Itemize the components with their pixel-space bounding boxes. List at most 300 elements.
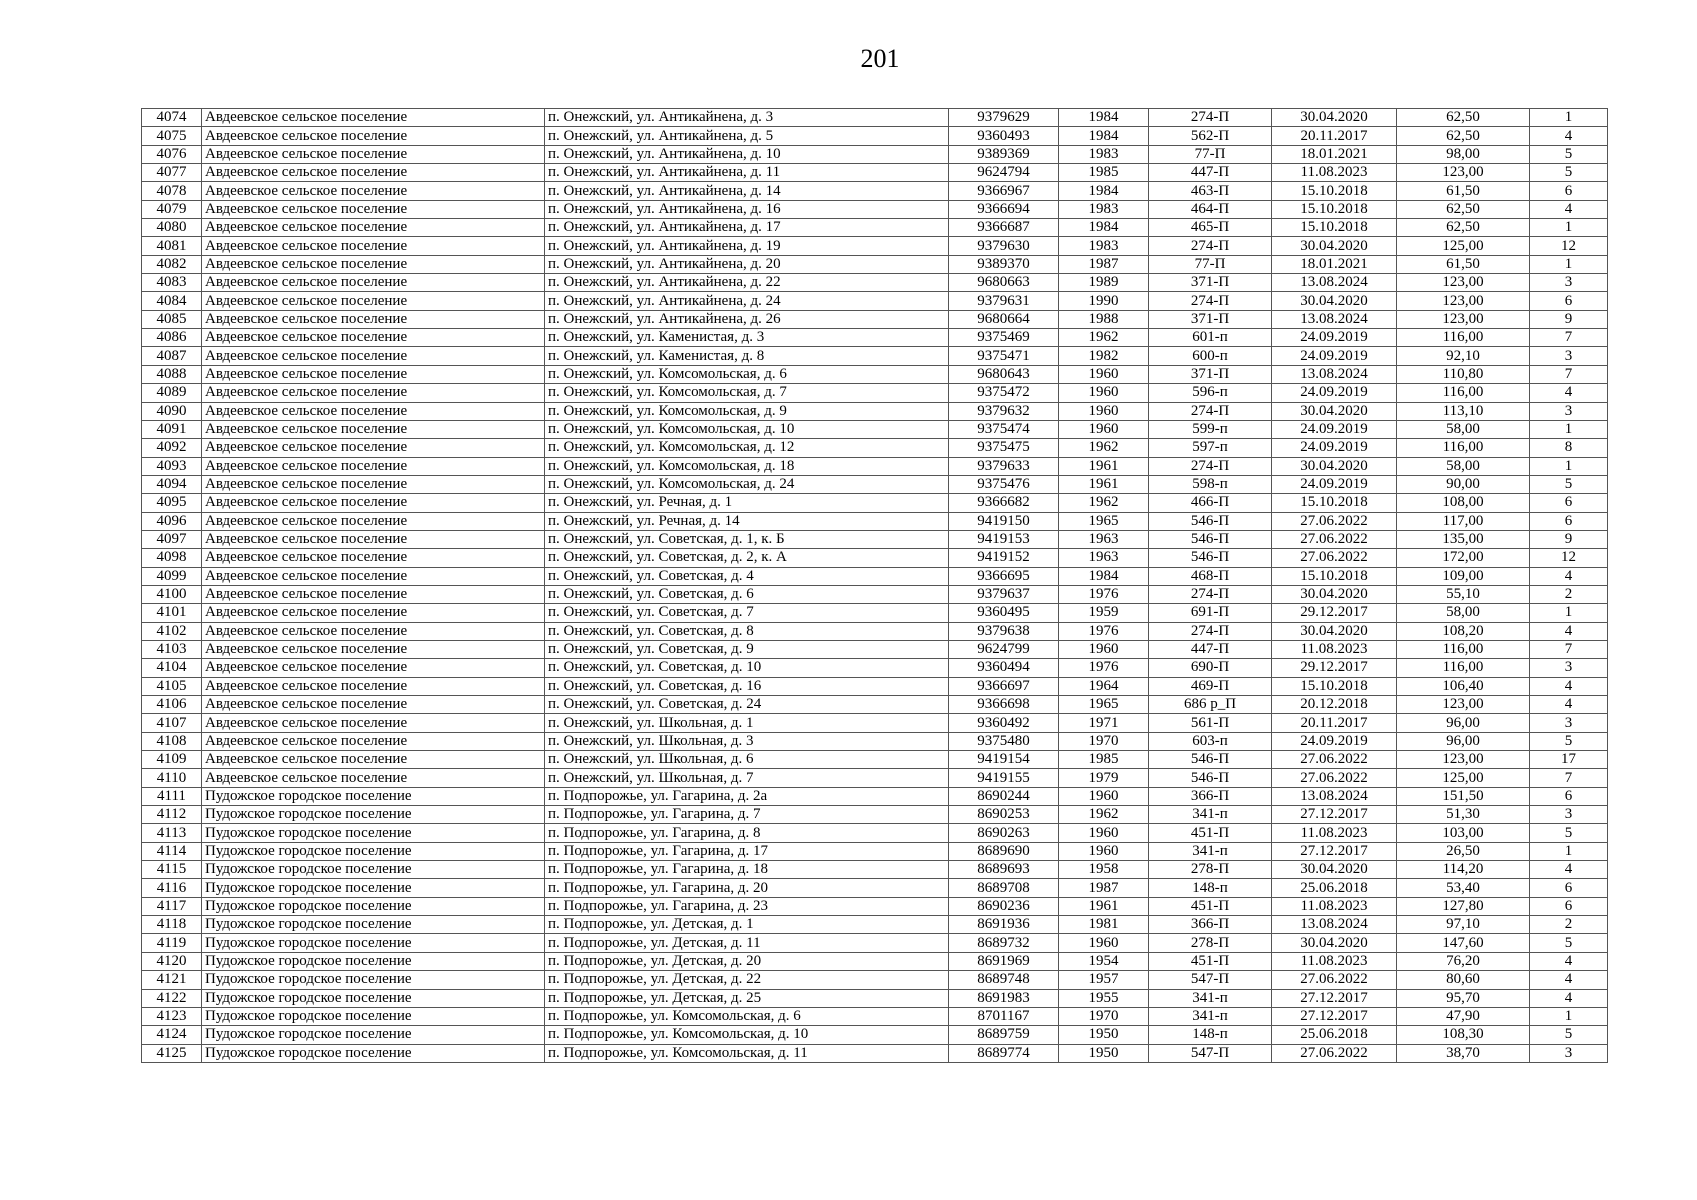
year-cell: 1988 <box>1059 310 1149 328</box>
address-cell: п. Онежский, ул. Комсомольская, д. 18 <box>545 457 949 475</box>
decree-date-cell: 24.09.2019 <box>1272 439 1397 457</box>
row-number-cell: 4099 <box>142 567 202 585</box>
decree-date-cell: 30.04.2020 <box>1272 934 1397 952</box>
residents-cell: 7 <box>1530 365 1608 383</box>
decree-date-cell: 24.09.2019 <box>1272 347 1397 365</box>
decree-date-cell: 27.06.2022 <box>1272 971 1397 989</box>
table-row <box>142 219 1608 237</box>
address-cell: п. Онежский, ул. Антикайнена, д. 19 <box>545 237 949 255</box>
decree-number-cell: 600-п <box>1149 347 1272 365</box>
table-row <box>142 310 1608 328</box>
area-cell: 62,50 <box>1397 200 1530 218</box>
residents-cell: 6 <box>1530 494 1608 512</box>
table-row <box>142 292 1608 310</box>
table-row <box>142 127 1608 145</box>
table-row <box>142 109 1608 127</box>
settlement-cell: Авдеевское сельское поселение <box>202 622 545 640</box>
decree-date-cell: 24.09.2019 <box>1272 475 1397 493</box>
building-id-cell: 8689732 <box>949 934 1059 952</box>
table-row <box>142 164 1608 182</box>
building-id-cell: 8689774 <box>949 1044 1059 1062</box>
year-cell: 1976 <box>1059 659 1149 677</box>
table-row <box>142 732 1608 750</box>
decree-date-cell: 13.08.2024 <box>1272 916 1397 934</box>
decree-number-cell: 561-П <box>1149 714 1272 732</box>
year-cell: 1960 <box>1059 787 1149 805</box>
year-cell: 1976 <box>1059 622 1149 640</box>
decree-number-cell: 466-П <box>1149 494 1272 512</box>
area-cell: 98,00 <box>1397 145 1530 163</box>
row-number-cell: 4103 <box>142 640 202 658</box>
table-row <box>142 787 1608 805</box>
year-cell: 1979 <box>1059 769 1149 787</box>
year-cell: 1960 <box>1059 365 1149 383</box>
row-number-cell: 4100 <box>142 585 202 603</box>
year-cell: 1960 <box>1059 402 1149 420</box>
year-cell: 1962 <box>1059 806 1149 824</box>
address-cell: п. Онежский, ул. Антикайнена, д. 16 <box>545 200 949 218</box>
decree-number-cell: 274-П <box>1149 292 1272 310</box>
table-row <box>142 420 1608 438</box>
address-cell: п. Онежский, ул. Советская, д. 16 <box>545 677 949 695</box>
decree-number-cell: 463-П <box>1149 182 1272 200</box>
decree-number-cell: 546-П <box>1149 769 1272 787</box>
address-cell: п. Онежский, ул. Комсомольская, д. 24 <box>545 475 949 493</box>
area-cell: 90,00 <box>1397 475 1530 493</box>
settlement-cell: Авдеевское сельское поселение <box>202 347 545 365</box>
decree-number-cell: 546-П <box>1149 530 1272 548</box>
row-number-cell: 4102 <box>142 622 202 640</box>
residents-cell: 5 <box>1530 145 1608 163</box>
row-number-cell: 4074 <box>142 109 202 127</box>
area-cell: 96,00 <box>1397 714 1530 732</box>
decree-number-cell: 690-П <box>1149 659 1272 677</box>
decree-number-cell: 447-П <box>1149 164 1272 182</box>
area-cell: 123,00 <box>1397 274 1530 292</box>
residents-cell: 12 <box>1530 237 1608 255</box>
residents-cell: 6 <box>1530 292 1608 310</box>
address-cell: п. Онежский, ул. Речная, д. 14 <box>545 512 949 530</box>
building-id-cell: 9379632 <box>949 402 1059 420</box>
row-number-cell: 4095 <box>142 494 202 512</box>
area-cell: 95,70 <box>1397 989 1530 1007</box>
building-id-cell: 9389370 <box>949 255 1059 273</box>
building-id-cell: 9360493 <box>949 127 1059 145</box>
table-row <box>142 842 1608 860</box>
year-cell: 1970 <box>1059 732 1149 750</box>
decree-number-cell: 464-П <box>1149 200 1272 218</box>
address-cell: п. Онежский, ул. Комсомольская, д. 12 <box>545 439 949 457</box>
table-row <box>142 952 1608 970</box>
settlement-cell: Авдеевское сельское поселение <box>202 292 545 310</box>
decree-date-cell: 13.08.2024 <box>1272 365 1397 383</box>
decree-number-cell: 371-П <box>1149 274 1272 292</box>
residents-cell: 4 <box>1530 861 1608 879</box>
year-cell: 1965 <box>1059 512 1149 530</box>
year-cell: 1965 <box>1059 696 1149 714</box>
settlement-cell: Авдеевское сельское поселение <box>202 512 545 530</box>
table-row <box>142 916 1608 934</box>
area-cell: 125,00 <box>1397 769 1530 787</box>
year-cell: 1959 <box>1059 604 1149 622</box>
year-cell: 1955 <box>1059 989 1149 1007</box>
building-id-cell: 8690236 <box>949 897 1059 915</box>
building-id-cell: 9379630 <box>949 237 1059 255</box>
address-cell: п. Онежский, ул. Школьная, д. 7 <box>545 769 949 787</box>
building-id-cell: 9379629 <box>949 109 1059 127</box>
table-row <box>142 365 1608 383</box>
settlement-cell: Авдеевское сельское поселение <box>202 696 545 714</box>
address-cell: п. Онежский, ул. Советская, д. 7 <box>545 604 949 622</box>
settlement-cell: Авдеевское сельское поселение <box>202 475 545 493</box>
year-cell: 1954 <box>1059 952 1149 970</box>
address-cell: п. Онежский, ул. Советская, д. 24 <box>545 696 949 714</box>
year-cell: 1989 <box>1059 274 1149 292</box>
decree-date-cell: 29.12.2017 <box>1272 659 1397 677</box>
decree-date-cell: 25.06.2018 <box>1272 879 1397 897</box>
area-cell: 116,00 <box>1397 329 1530 347</box>
row-number-cell: 4082 <box>142 255 202 273</box>
settlement-cell: Пудожское городское поселение <box>202 1026 545 1044</box>
year-cell: 1962 <box>1059 494 1149 512</box>
table-row <box>142 200 1608 218</box>
area-cell: 62,50 <box>1397 109 1530 127</box>
decree-number-cell: 278-П <box>1149 934 1272 952</box>
residents-cell: 3 <box>1530 806 1608 824</box>
residents-cell: 1 <box>1530 842 1608 860</box>
residents-cell: 6 <box>1530 787 1608 805</box>
residents-cell: 5 <box>1530 732 1608 750</box>
residents-cell: 4 <box>1530 622 1608 640</box>
decree-date-cell: 18.01.2021 <box>1272 145 1397 163</box>
building-id-cell: 9375471 <box>949 347 1059 365</box>
address-cell: п. Онежский, ул. Антикайнена, д. 14 <box>545 182 949 200</box>
table-row <box>142 769 1608 787</box>
settlement-cell: Авдеевское сельское поселение <box>202 109 545 127</box>
year-cell: 1950 <box>1059 1026 1149 1044</box>
decree-number-cell: 371-П <box>1149 365 1272 383</box>
settlement-cell: Авдеевское сельское поселение <box>202 237 545 255</box>
table-row <box>142 567 1608 585</box>
area-cell: 97,10 <box>1397 916 1530 934</box>
table-row <box>142 329 1608 347</box>
row-number-cell: 4081 <box>142 237 202 255</box>
area-cell: 151,50 <box>1397 787 1530 805</box>
residents-cell: 7 <box>1530 769 1608 787</box>
building-id-cell: 9375472 <box>949 384 1059 402</box>
address-cell: п. Онежский, ул. Речная, д. 1 <box>545 494 949 512</box>
decree-number-cell: 596-п <box>1149 384 1272 402</box>
residents-cell: 1 <box>1530 1007 1608 1025</box>
building-id-cell: 9366967 <box>949 182 1059 200</box>
area-cell: 123,00 <box>1397 164 1530 182</box>
row-number-cell: 4125 <box>142 1044 202 1062</box>
year-cell: 1963 <box>1059 549 1149 567</box>
decree-date-cell: 15.10.2018 <box>1272 182 1397 200</box>
decree-date-cell: 27.06.2022 <box>1272 751 1397 769</box>
table-row <box>142 751 1608 769</box>
year-cell: 1984 <box>1059 127 1149 145</box>
page-number: 201 <box>860 44 900 73</box>
row-number-cell: 4078 <box>142 182 202 200</box>
address-cell: п. Онежский, ул. Советская, д. 6 <box>545 585 949 603</box>
decree-number-cell: 603-п <box>1149 732 1272 750</box>
residents-cell: 6 <box>1530 512 1608 530</box>
row-number-cell: 4085 <box>142 310 202 328</box>
settlement-cell: Авдеевское сельское поселение <box>202 329 545 347</box>
settlement-cell: Авдеевское сельское поселение <box>202 164 545 182</box>
address-cell: п. Онежский, ул. Школьная, д. 6 <box>545 751 949 769</box>
building-id-cell: 8701167 <box>949 1007 1059 1025</box>
table-row <box>142 1007 1608 1025</box>
address-cell: п. Онежский, ул. Комсомольская, д. 7 <box>545 384 949 402</box>
settlement-cell: Авдеевское сельское поселение <box>202 182 545 200</box>
decree-date-cell: 15.10.2018 <box>1272 567 1397 585</box>
area-cell: 110,80 <box>1397 365 1530 383</box>
building-id-cell: 9366687 <box>949 219 1059 237</box>
settlement-cell: Пудожское городское поселение <box>202 1007 545 1025</box>
row-number-cell: 4116 <box>142 879 202 897</box>
row-number-cell: 4093 <box>142 457 202 475</box>
settlement-cell: Авдеевское сельское поселение <box>202 659 545 677</box>
row-number-cell: 4092 <box>142 439 202 457</box>
row-number-cell: 4087 <box>142 347 202 365</box>
building-id-cell: 8691983 <box>949 989 1059 1007</box>
address-cell: п. Онежский, ул. Советская, д. 2, к. А <box>545 549 949 567</box>
residents-cell: 2 <box>1530 585 1608 603</box>
settlement-cell: Авдеевское сельское поселение <box>202 145 545 163</box>
year-cell: 1983 <box>1059 237 1149 255</box>
decree-date-cell: 27.12.2017 <box>1272 989 1397 1007</box>
address-cell: п. Онежский, ул. Каменистая, д. 8 <box>545 347 949 365</box>
residents-cell: 5 <box>1530 475 1608 493</box>
settlement-cell: Пудожское городское поселение <box>202 842 545 860</box>
building-id-cell: 9680643 <box>949 365 1059 383</box>
building-id-cell: 8689693 <box>949 861 1059 879</box>
address-cell: п. Подпорожье, ул. Детская, д. 20 <box>545 952 949 970</box>
residents-cell: 4 <box>1530 677 1608 695</box>
area-cell: 147,60 <box>1397 934 1530 952</box>
decree-number-cell: 274-П <box>1149 457 1272 475</box>
residents-cell: 4 <box>1530 696 1608 714</box>
area-cell: 114,20 <box>1397 861 1530 879</box>
table-row <box>142 475 1608 493</box>
table-row <box>142 402 1608 420</box>
year-cell: 1984 <box>1059 182 1149 200</box>
year-cell: 1961 <box>1059 475 1149 493</box>
settlement-cell: Пудожское городское поселение <box>202 916 545 934</box>
row-number-cell: 4110 <box>142 769 202 787</box>
decree-date-cell: 27.12.2017 <box>1272 842 1397 860</box>
address-cell: п. Онежский, ул. Комсомольская, д. 6 <box>545 365 949 383</box>
row-number-cell: 4097 <box>142 530 202 548</box>
decree-date-cell: 27.12.2017 <box>1272 1007 1397 1025</box>
table-row <box>142 806 1608 824</box>
area-cell: 62,50 <box>1397 219 1530 237</box>
row-number-cell: 4121 <box>142 971 202 989</box>
decree-date-cell: 24.09.2019 <box>1272 420 1397 438</box>
decree-date-cell: 11.08.2023 <box>1272 640 1397 658</box>
decree-number-cell: 599-п <box>1149 420 1272 438</box>
settlement-cell: Авдеевское сельское поселение <box>202 604 545 622</box>
settlement-cell: Авдеевское сельское поселение <box>202 751 545 769</box>
year-cell: 1960 <box>1059 842 1149 860</box>
address-cell: п. Онежский, ул. Советская, д. 1, к. Б <box>545 530 949 548</box>
table-row <box>142 934 1608 952</box>
address-cell: п. Онежский, ул. Антикайнена, д. 11 <box>545 164 949 182</box>
table-row <box>142 659 1608 677</box>
row-number-cell: 4086 <box>142 329 202 347</box>
settlement-cell: Авдеевское сельское поселение <box>202 457 545 475</box>
settlement-cell: Авдеевское сельское поселение <box>202 127 545 145</box>
decree-date-cell: 13.08.2024 <box>1272 787 1397 805</box>
building-id-cell: 9680663 <box>949 274 1059 292</box>
decree-date-cell: 29.12.2017 <box>1272 604 1397 622</box>
address-cell: п. Онежский, ул. Комсомольская, д. 10 <box>545 420 949 438</box>
area-cell: 109,00 <box>1397 567 1530 585</box>
building-id-cell: 9375474 <box>949 420 1059 438</box>
year-cell: 1958 <box>1059 861 1149 879</box>
decree-number-cell: 274-П <box>1149 237 1272 255</box>
decree-number-cell: 465-П <box>1149 219 1272 237</box>
address-cell: п. Подпорожье, ул. Гагарина, д. 23 <box>545 897 949 915</box>
year-cell: 1960 <box>1059 384 1149 402</box>
building-id-cell: 9379631 <box>949 292 1059 310</box>
residents-cell: 1 <box>1530 604 1608 622</box>
address-cell: п. Онежский, ул. Школьная, д. 1 <box>545 714 949 732</box>
building-id-cell: 9375476 <box>949 475 1059 493</box>
settlement-cell: Авдеевское сельское поселение <box>202 219 545 237</box>
row-number-cell: 4075 <box>142 127 202 145</box>
address-cell: п. Онежский, ул. Антикайнена, д. 24 <box>545 292 949 310</box>
area-cell: 92,10 <box>1397 347 1530 365</box>
address-cell: п. Онежский, ул. Антикайнена, д. 17 <box>545 219 949 237</box>
residents-cell: 17 <box>1530 751 1608 769</box>
area-cell: 58,00 <box>1397 420 1530 438</box>
decree-number-cell: 562-П <box>1149 127 1272 145</box>
row-number-cell: 4094 <box>142 475 202 493</box>
decree-date-cell: 11.08.2023 <box>1272 952 1397 970</box>
area-cell: 116,00 <box>1397 384 1530 402</box>
row-number-cell: 4079 <box>142 200 202 218</box>
table-row <box>142 1044 1608 1062</box>
residents-cell: 6 <box>1530 182 1608 200</box>
area-cell: 172,00 <box>1397 549 1530 567</box>
row-number-cell: 4113 <box>142 824 202 842</box>
table-row <box>142 237 1608 255</box>
decree-date-cell: 13.08.2024 <box>1272 274 1397 292</box>
table-row <box>142 879 1608 897</box>
settlement-cell: Пудожское городское поселение <box>202 971 545 989</box>
address-cell: п. Онежский, ул. Советская, д. 4 <box>545 567 949 585</box>
year-cell: 1976 <box>1059 585 1149 603</box>
year-cell: 1983 <box>1059 145 1149 163</box>
table-row <box>142 384 1608 402</box>
building-id-cell: 8691936 <box>949 916 1059 934</box>
decree-date-cell: 24.09.2019 <box>1272 732 1397 750</box>
settlement-cell: Авдеевское сельское поселение <box>202 384 545 402</box>
year-cell: 1960 <box>1059 420 1149 438</box>
settlement-cell: Пудожское городское поселение <box>202 806 545 824</box>
row-number-cell: 4104 <box>142 659 202 677</box>
decree-number-cell: 597-п <box>1149 439 1272 457</box>
table-row <box>142 549 1608 567</box>
year-cell: 1950 <box>1059 1044 1149 1062</box>
table-row <box>142 439 1608 457</box>
area-cell: 106,40 <box>1397 677 1530 695</box>
row-number-cell: 4111 <box>142 787 202 805</box>
table-row <box>142 696 1608 714</box>
decree-date-cell: 15.10.2018 <box>1272 200 1397 218</box>
year-cell: 1971 <box>1059 714 1149 732</box>
address-cell: п. Онежский, ул. Школьная, д. 3 <box>545 732 949 750</box>
residents-cell: 1 <box>1530 109 1608 127</box>
row-number-cell: 4076 <box>142 145 202 163</box>
year-cell: 1983 <box>1059 200 1149 218</box>
table-row <box>142 182 1608 200</box>
building-id-cell: 9419154 <box>949 751 1059 769</box>
area-cell: 108,30 <box>1397 1026 1530 1044</box>
decree-date-cell: 27.06.2022 <box>1272 769 1397 787</box>
row-number-cell: 4112 <box>142 806 202 824</box>
area-cell: 96,00 <box>1397 732 1530 750</box>
row-number-cell: 4091 <box>142 420 202 438</box>
address-cell: п. Подпорожье, ул. Комсомольская, д. 10 <box>545 1026 949 1044</box>
building-id-cell: 9379638 <box>949 622 1059 640</box>
decree-date-cell: 27.06.2022 <box>1272 530 1397 548</box>
decree-date-cell: 30.04.2020 <box>1272 109 1397 127</box>
area-cell: 53,40 <box>1397 879 1530 897</box>
decree-date-cell: 15.10.2018 <box>1272 677 1397 695</box>
decree-date-cell: 24.09.2019 <box>1272 329 1397 347</box>
area-cell: 47,90 <box>1397 1007 1530 1025</box>
decree-number-cell: 469-П <box>1149 677 1272 695</box>
settlement-cell: Авдеевское сельское поселение <box>202 439 545 457</box>
table-row <box>142 714 1608 732</box>
address-cell: п. Подпорожье, ул. Гагарина, д. 20 <box>545 879 949 897</box>
decree-date-cell: 13.08.2024 <box>1272 310 1397 328</box>
decree-date-cell: 25.06.2018 <box>1272 1026 1397 1044</box>
building-id-cell: 9360492 <box>949 714 1059 732</box>
row-number-cell: 4114 <box>142 842 202 860</box>
address-cell: п. Подпорожье, ул. Детская, д. 11 <box>545 934 949 952</box>
table-row <box>142 640 1608 658</box>
address-cell: п. Онежский, ул. Антикайнена, д. 26 <box>545 310 949 328</box>
decree-number-cell: 686 р_П <box>1149 696 1272 714</box>
decree-date-cell: 11.08.2023 <box>1272 164 1397 182</box>
area-cell: 80,60 <box>1397 971 1530 989</box>
address-cell: п. Подпорожье, ул. Комсомольская, д. 6 <box>545 1007 949 1025</box>
address-cell: п. Подпорожье, ул. Детская, д. 22 <box>545 971 949 989</box>
building-id-cell: 9375469 <box>949 329 1059 347</box>
residents-cell: 5 <box>1530 164 1608 182</box>
decree-date-cell: 30.04.2020 <box>1272 622 1397 640</box>
residents-cell: 4 <box>1530 200 1608 218</box>
address-cell: п. Онежский, ул. Советская, д. 10 <box>545 659 949 677</box>
decree-date-cell: 20.11.2017 <box>1272 127 1397 145</box>
settlement-cell: Авдеевское сельское поселение <box>202 200 545 218</box>
address-cell: п. Онежский, ул. Каменистая, д. 3 <box>545 329 949 347</box>
year-cell: 1990 <box>1059 292 1149 310</box>
decree-number-cell: 468-П <box>1149 567 1272 585</box>
address-cell: п. Онежский, ул. Антикайнена, д. 5 <box>545 127 949 145</box>
year-cell: 1981 <box>1059 916 1149 934</box>
settlement-cell: Авдеевское сельское поселение <box>202 732 545 750</box>
decree-number-cell: 366-П <box>1149 916 1272 934</box>
building-id-cell: 9366695 <box>949 567 1059 585</box>
area-cell: 123,00 <box>1397 696 1530 714</box>
decree-number-cell: 547-П <box>1149 1044 1272 1062</box>
